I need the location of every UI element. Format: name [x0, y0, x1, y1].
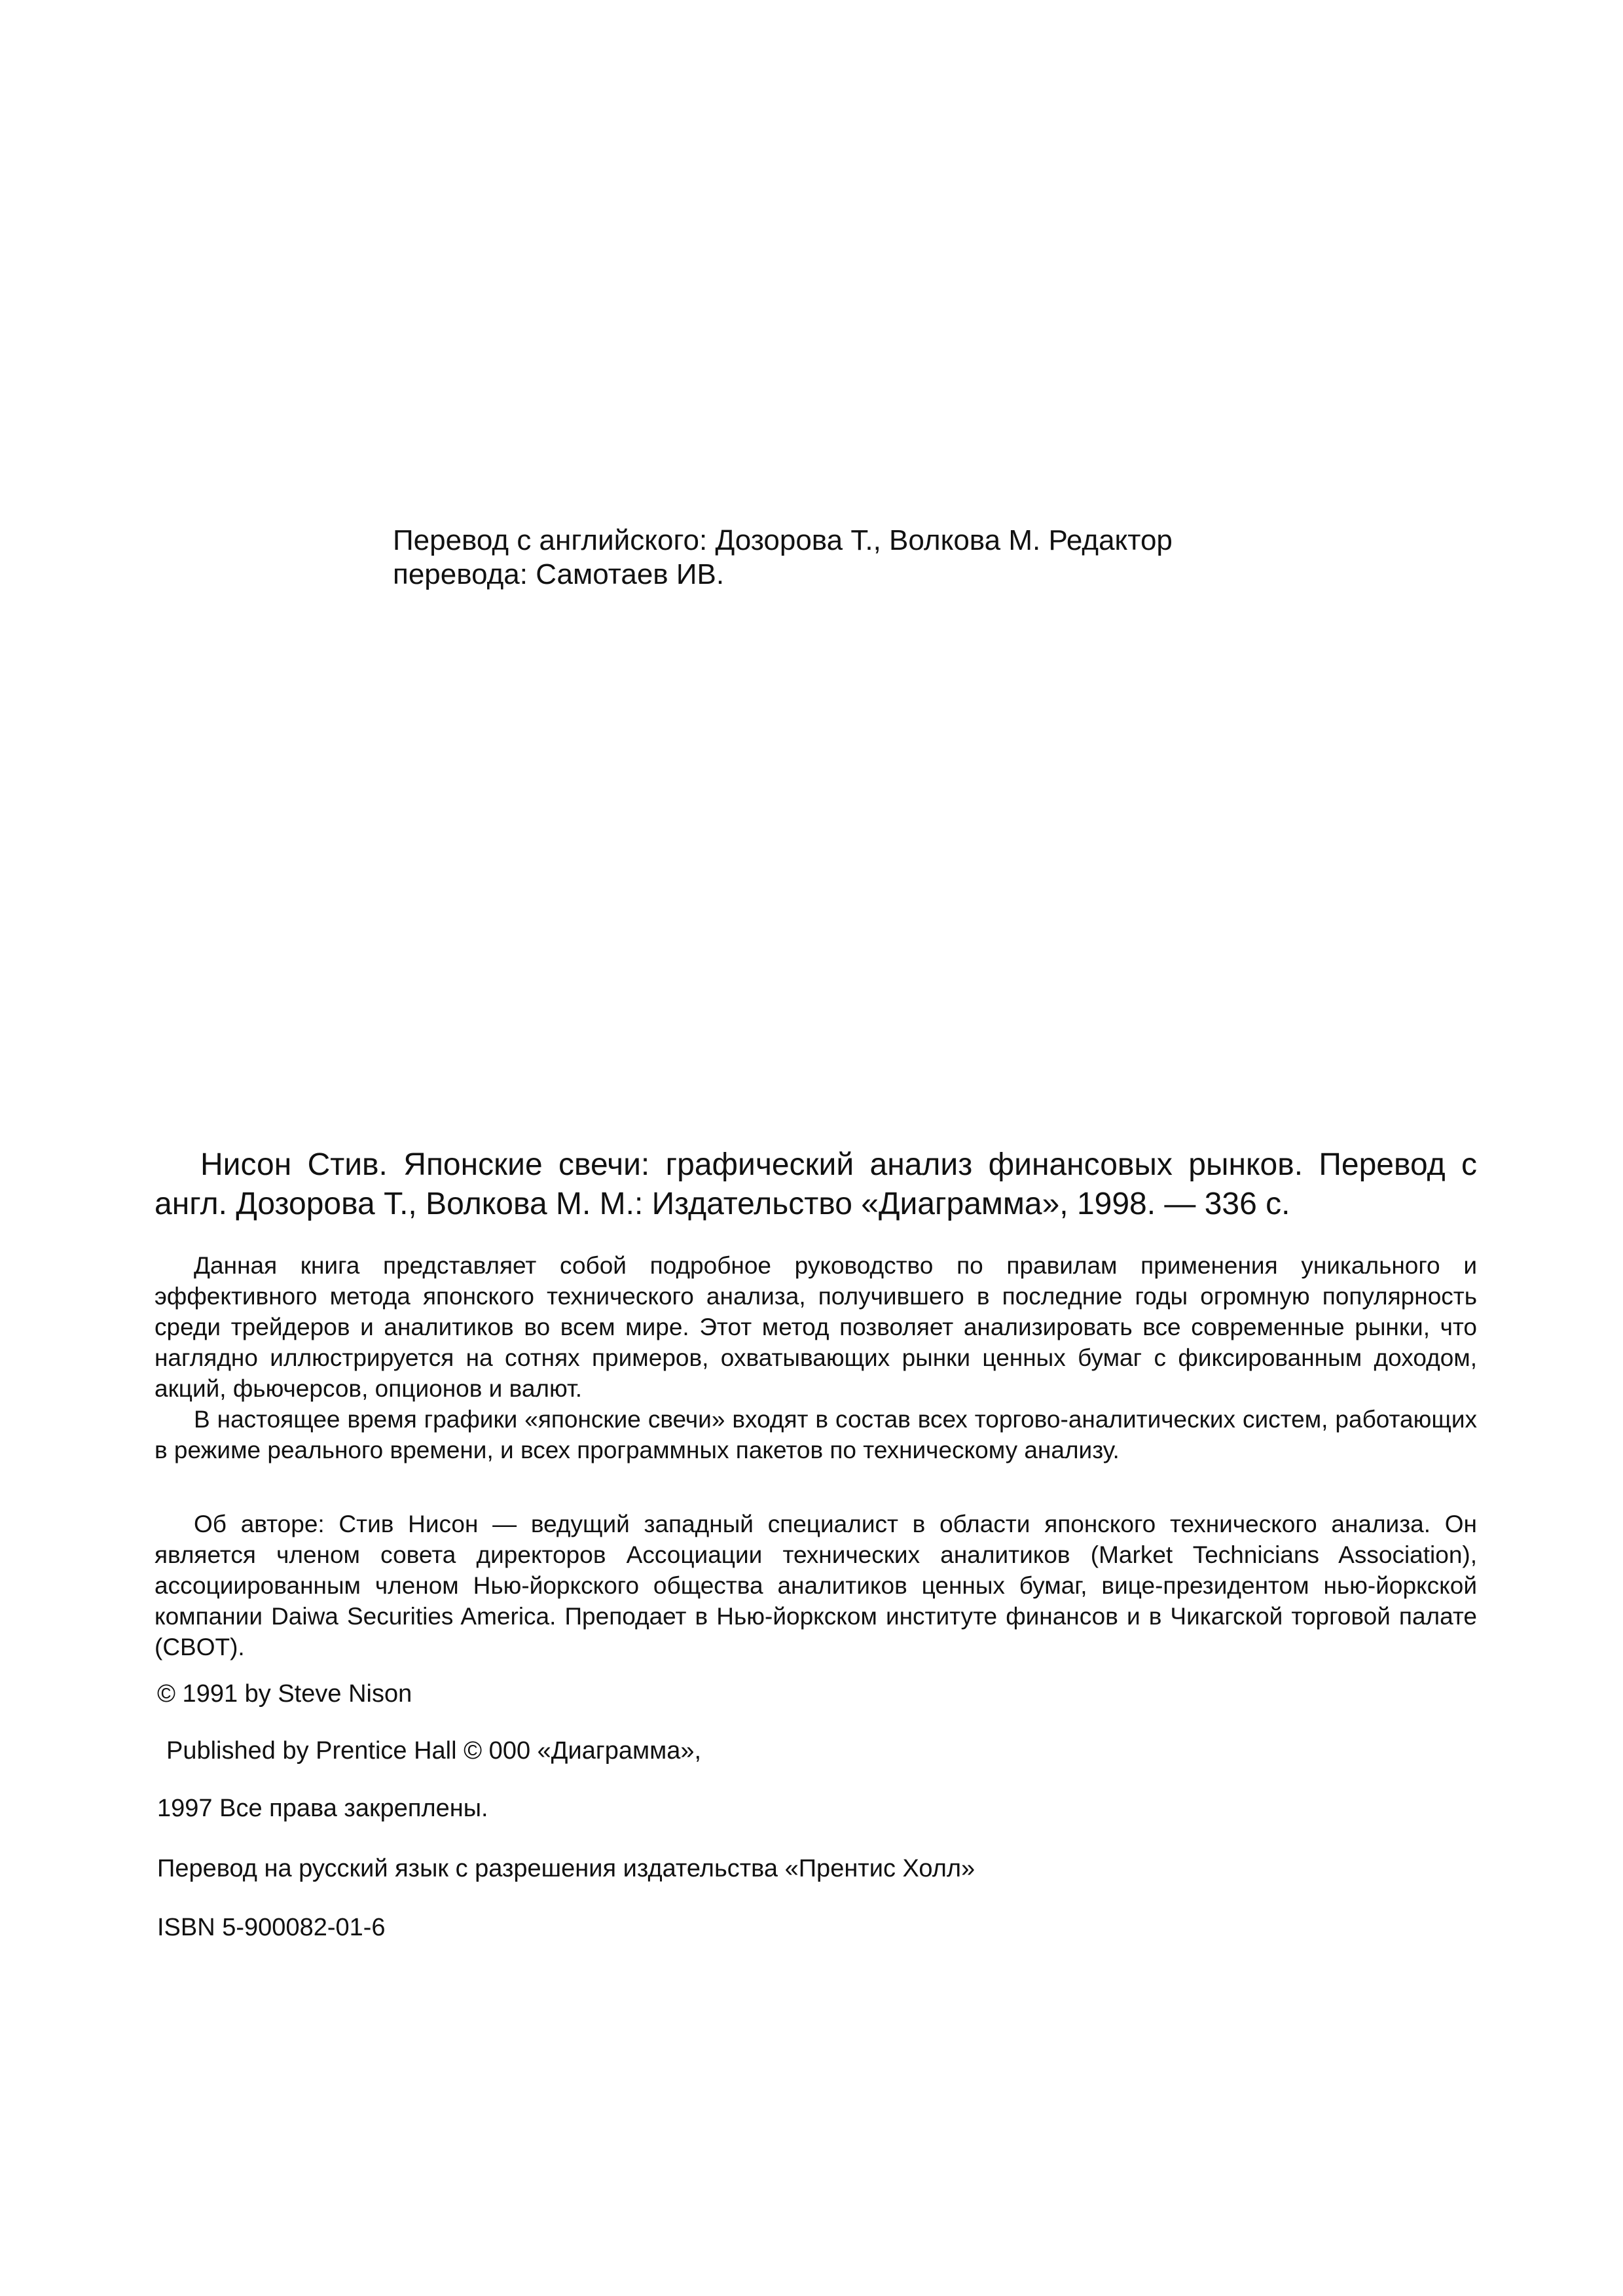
publisher-line: Published by Prentice Hall © 000 «Диаграмма»,: [166, 1737, 702, 1765]
book-description: [155, 1250, 1477, 1465]
description-paragraph-1: Данная книга представляет собой подробное руководство по правилам применения уникального и эффективного метода японского технического анализа, получившего в последние годы огромную популярность среди трейдеров и аналитиков во всем мире. Этот метод позволяет анализировать все современные рынки, что наглядно иллюстрируется на сотнях примеров, охватывающих рынки ценных бумаг с фиксированным доходом, акций, фьючерсов, опционов и валют.: [155, 1252, 1477, 1402]
rights-line: 1997 Все права закреплены.: [157, 1795, 488, 1822]
translation-permission-line: Перевод на русский язык с разрешения издательства «Прентис Холл»: [157, 1855, 976, 1882]
isbn-line: ISBN 5-900082-01-6: [157, 1914, 386, 1941]
about-author: [155, 1509, 1477, 1662]
translators-credit: Перевод с английского: Дозорова Т., Волкова М. Редактор перевода: Самотаев ИВ.: [393, 524, 1173, 590]
description-paragraph-2: В настоящее время графики «японские свечи» входят в состав всех торгово-аналитических систем, работающих в режиме реального времени, и всех программных пакетов по техническому анализу.: [155, 1406, 1477, 1463]
bibliographic-citation: Нисон Стив. Японские свечи: графический анализ финансовых рынков. Перевод с англ. Дозорова Т., Волкова М. М.: Издательство «Диаграмма», 1998. — 336 с.: [155, 1147, 1477, 1221]
copyright-line: © 1991 by Steve Nison: [157, 1680, 412, 1708]
about-author-paragraph: Об авторе: Стив Нисон — ведущий западный специалист в области японского технического анализа. Он является членом совета директоров Ассоциации технических аналитиков (Market Technicians Association), ассоциированным членом Нью-йоркского общества аналитиков ценных бумаг, вице-президентом нью-йоркской компании Daiwa Securities America. Преподает в Нью-йоркском институте финансов и в Чикагской торговой палате (CBOT).: [155, 1511, 1477, 1660]
